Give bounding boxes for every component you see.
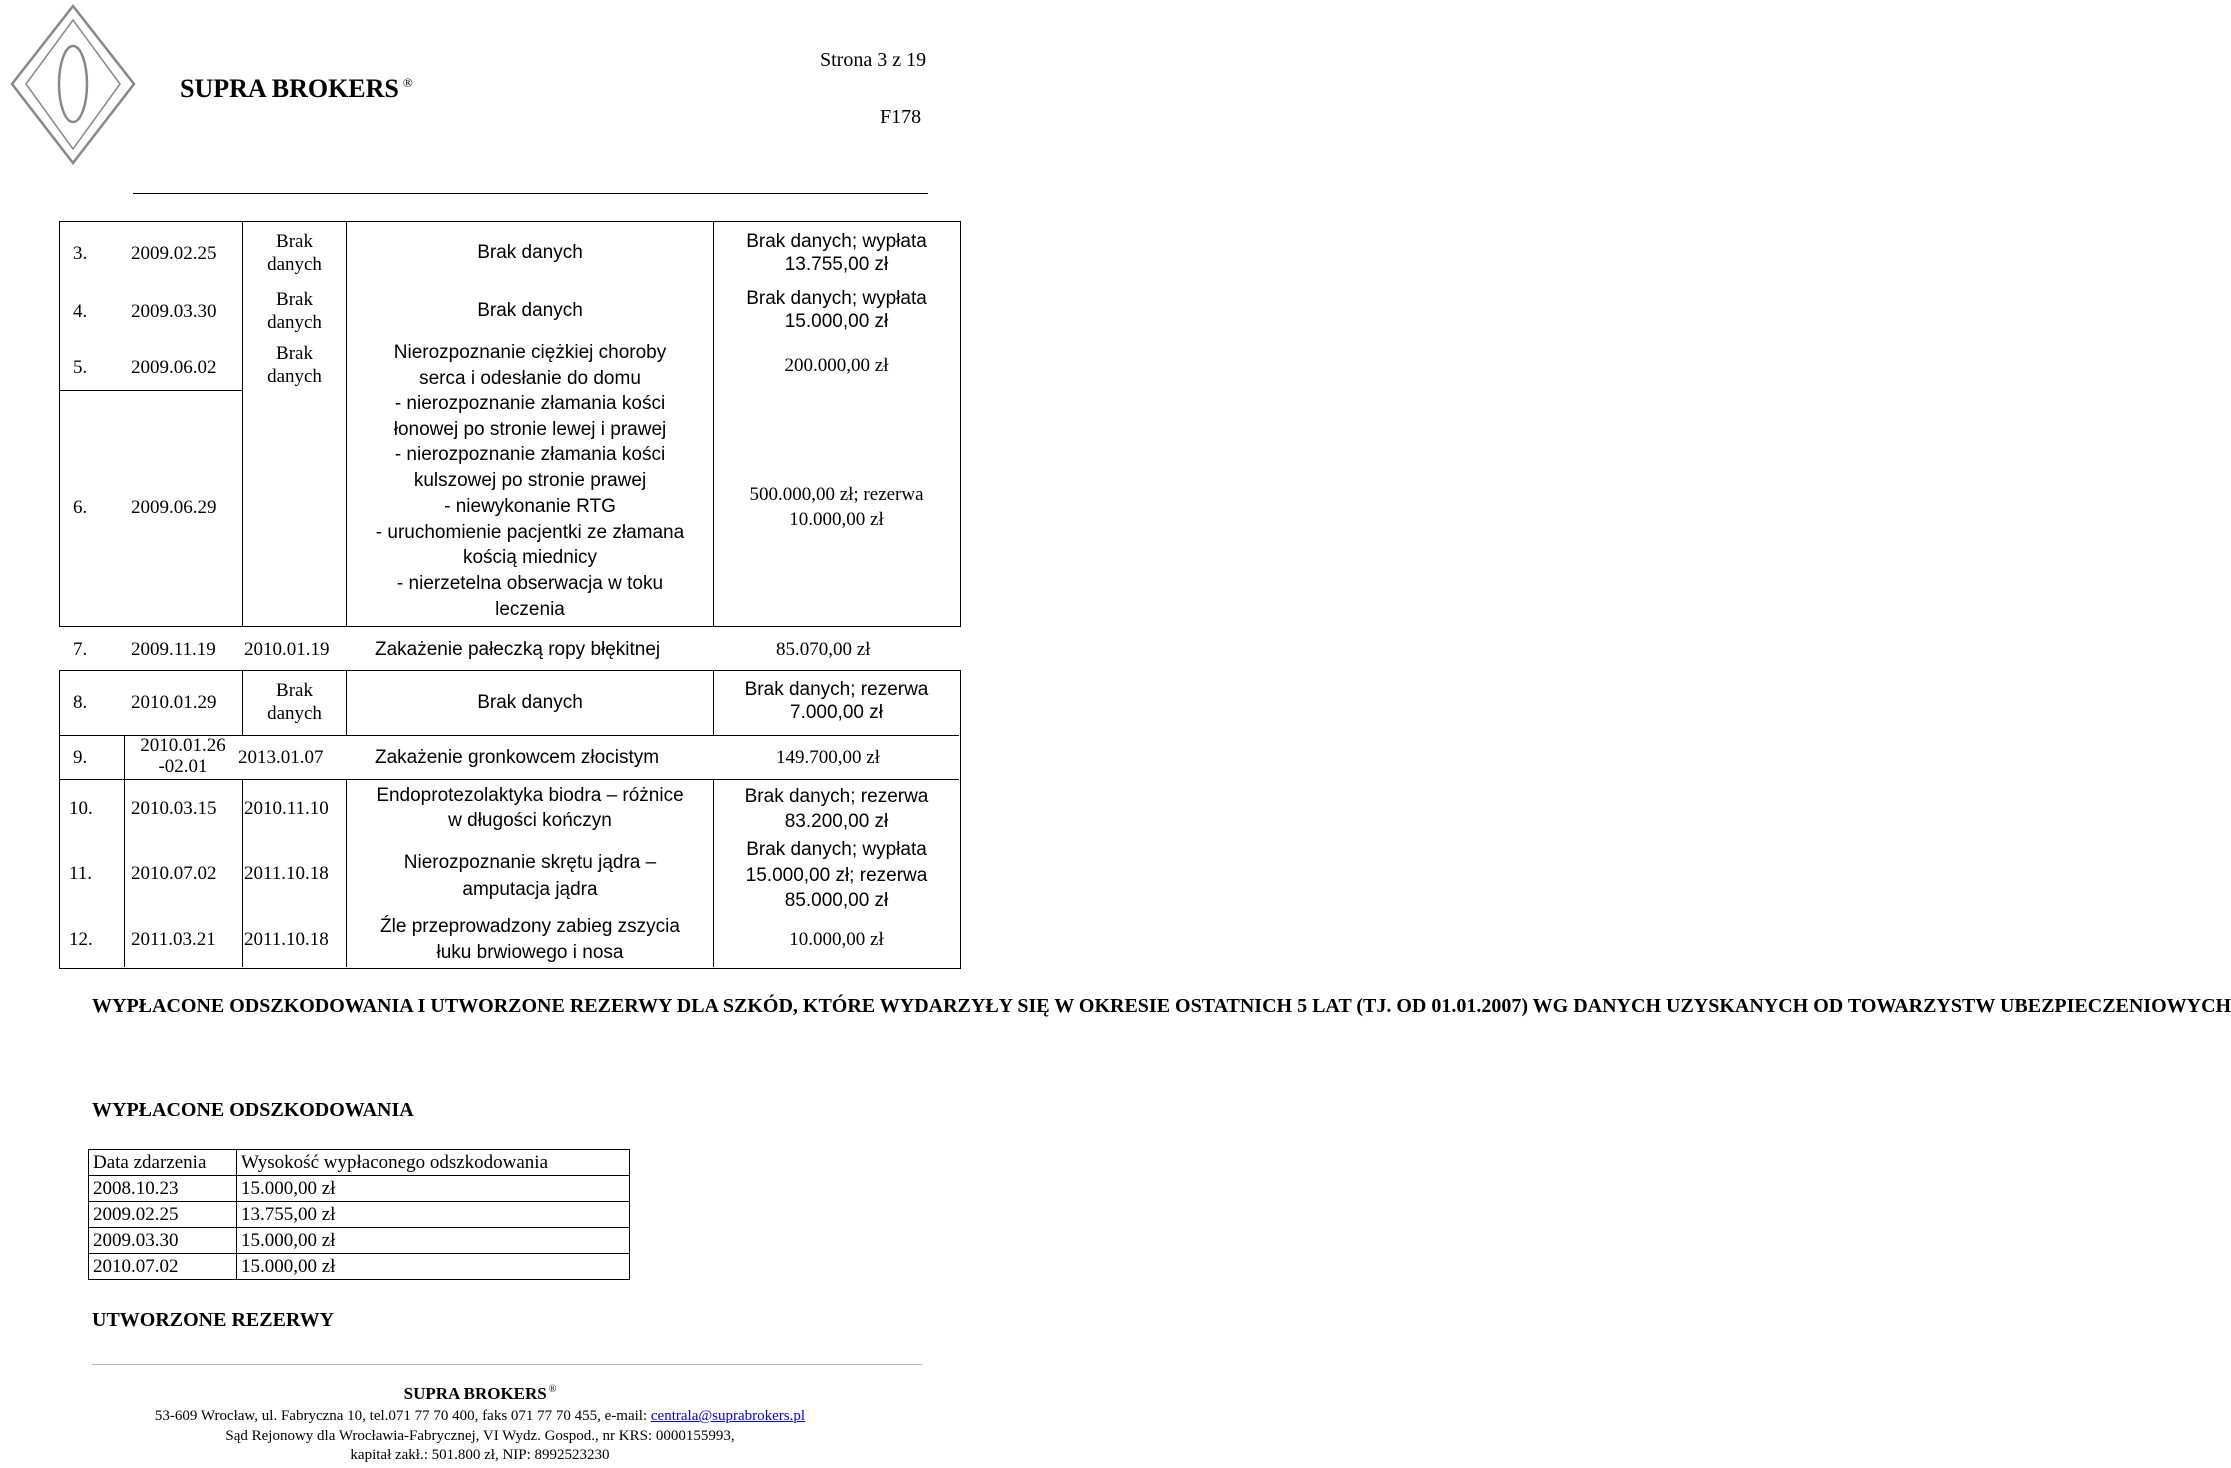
claim-date: 2010.07.02: [131, 863, 217, 884]
page-number: Strona 3 z 19: [820, 49, 927, 71]
table-row: [89, 1202, 630, 1228]
claim-description: Brak danych: [477, 300, 583, 321]
table-header-row: [89, 1150, 630, 1176]
claim-description: Brak danych: [477, 242, 583, 263]
claim-nr: 11.: [69, 863, 93, 884]
claim-report-date: 2011.10.18: [244, 863, 329, 884]
claim-amount: 10.000,00 zł: [789, 929, 884, 950]
claim-report-date: Brak danych: [267, 343, 322, 387]
footer-brand: SUPRA BROKERS ®: [403, 1384, 557, 1403]
reserves-heading: UTWORZONE REZERWY: [92, 1309, 335, 1331]
claim-description: Nierozpoznanie ciężkiej choroby serca i odesłanie do domu: [393, 342, 667, 389]
brand-name: SUPRA BROKERS ®: [180, 74, 413, 103]
claim-description: Endoprotezolaktyka biodra – różnice w długości kończyn: [376, 785, 684, 831]
table-cell: 15.000,00 zł: [237, 1254, 630, 1280]
footer-capital: kapitał zakł.: 501.800 zł, NIP: 8992523230: [350, 1447, 610, 1463]
claim-nr: 7.: [73, 639, 88, 660]
form-code: F178: [880, 106, 922, 128]
footer-court: Sąd Rejonowy dla Wrocławia-Fabrycznej, VI Wydz. Gospod., nr KRS: 0000155993,: [225, 1428, 735, 1444]
claim-amount: 500.000,00 zł; rezerwa 10.000,00 zł: [749, 484, 924, 530]
claim-description: Źle przeprowadzony zabieg zszycia łuku brwiowego i nosa: [380, 916, 680, 963]
table-divider: [124, 779, 125, 967]
claim-amount: Brak danych; rezerwa 7.000,00 zł: [744, 679, 929, 723]
claim-nr: 8.: [73, 692, 88, 713]
claim-nr: 10.: [69, 798, 93, 819]
table-cell: 2009.03.30: [89, 1228, 237, 1254]
header-rule: [133, 193, 928, 194]
email-link[interactable]: centrala@suprabrokers.pl: [650, 1408, 806, 1424]
paid-claims-table: [88, 1149, 630, 1280]
claim-amount: Brak danych; wypłata 15.000,00 zł; rezerwa 85.000,00 zł: [745, 839, 928, 911]
section-heading: WYPŁACONE ODSZKODOWANIA I UTWORZONE REZERWY DLA SZKÓD, KTÓRE WYDARZYŁY SIĘ W OKRESIE OSTATNICH 5 LAT (TJ. OD 01.01.2007) WG DANYCH UZYSKANYCH OD TOWARZYSTW UBEZPIECZENIOWYCH: [92, 995, 2231, 1017]
claim-nr: 6.: [73, 497, 88, 518]
company-logo: [8, 2, 138, 167]
claim-description: - nierozpoznanie złamania kości łonowej po stronie lewej i prawej - nierozpoznanie złamania kości kulszowej po stronie prawej - niewykonanie RTG - uruchomienie pacjentki ze złamana kością miednicy - nierzetelna obserwacja w toku leczenia: [375, 393, 685, 620]
table-divider: [59, 390, 243, 391]
claim-description: Zakażenie pałeczką ropy błękitnej: [375, 639, 661, 660]
column-header: Wysokość wypłaconego odszkodowania: [237, 1150, 630, 1176]
footer-rule: [92, 1364, 922, 1365]
table-cell: 2008.10.23: [89, 1176, 237, 1202]
claim-description: Nierozpoznanie skrętu jądra – amputacja jądra: [403, 852, 657, 900]
claim-nr: 9.: [73, 747, 88, 768]
claim-amount: Brak danych; wypłata 15.000,00 zł: [746, 288, 927, 332]
claim-nr: 12.: [69, 929, 93, 950]
claim-amount: 85.070,00 zł: [776, 639, 871, 660]
footer-address: 53-609 Wrocław, ul. Fabryczna 10, tel.071 77 70 400, faks 071 77 70 455, e-mail: centrala@suprabrokers.pl: [154, 1408, 806, 1424]
claim-nr: 3.: [73, 243, 88, 264]
claim-date: 2009.06.02: [131, 357, 217, 378]
claim-report-date: Brak danych: [267, 289, 322, 333]
claim-report-date: Brak danych: [267, 680, 322, 724]
table-row: [89, 1228, 630, 1254]
claim-date: 2009.03.30: [131, 301, 217, 322]
claim-amount: Brak danych; rezerwa 83.200,00 zł: [744, 786, 929, 832]
claim-date: 2009.11.19: [131, 639, 216, 660]
table-divider: [59, 779, 959, 780]
claim-description: Brak danych: [477, 692, 583, 713]
claim-amount: 200.000,00 zł: [784, 355, 889, 376]
claim-date: 2009.06.29: [131, 497, 217, 518]
claim-nr: 5.: [73, 357, 88, 378]
table-cell: 2009.02.25: [89, 1202, 237, 1228]
claim-amount: 149.700,00 zł: [776, 747, 880, 768]
table-cell: 15.000,00 zł: [237, 1176, 630, 1202]
table-row: [89, 1254, 630, 1280]
claim-date: 2010.01.26 -02.01: [140, 735, 226, 777]
claim-report-date: Brak danych: [267, 231, 322, 275]
claim-report-date: 2010.11.10: [244, 798, 329, 819]
claim-date: 2011.03.21: [131, 929, 216, 950]
claim-report-date: 2011.10.18: [244, 929, 329, 950]
claim-date: 2010.01.29: [131, 692, 217, 713]
table-cell: 15.000,00 zł: [237, 1228, 630, 1254]
table-divider: [713, 221, 714, 627]
claim-description: Zakażenie gronkowcem złocistym: [375, 747, 660, 768]
claim-nr: 4.: [73, 301, 88, 322]
claim-report-date: 2013.01.07: [238, 747, 324, 768]
table-divider: [242, 779, 243, 967]
paid-heading: WYPŁACONE ODSZKODOWANIA: [92, 1099, 414, 1121]
claim-date: 2009.02.25: [131, 243, 217, 264]
claim-report-date: 2010.01.19: [244, 639, 330, 660]
table-cell: 13.755,00 zł: [237, 1202, 630, 1228]
claim-amount: Brak danych; wypłata 13.755,00 zł: [746, 231, 927, 275]
column-header: Data zdarzenia: [89, 1150, 237, 1176]
table-row: [89, 1176, 630, 1202]
claim-date: 2010.03.15: [131, 798, 217, 819]
table-divider: [242, 221, 243, 627]
table-cell: 2010.07.02: [89, 1254, 237, 1280]
